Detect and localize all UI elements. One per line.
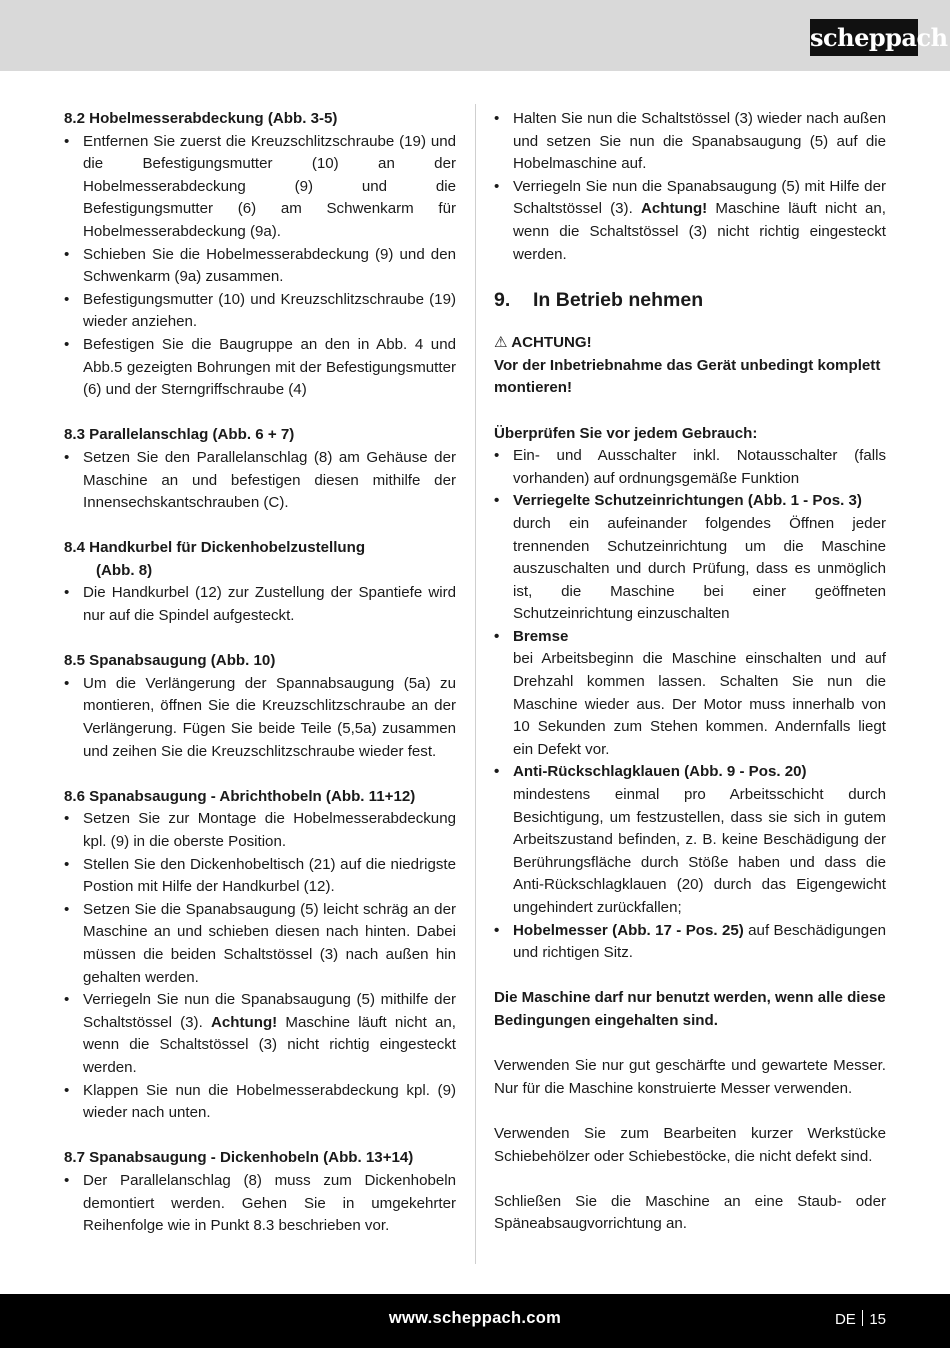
- list-item: [494, 490, 886, 626]
- list-item: • Der Parallelanschlag (8) muss zum Dickenhobeln demontiert werden. Gehen Sie in umgekehrter Reihenfolge wie in Punkt 8.3 beschrieben vor.: [64, 1170, 456, 1238]
- list-item: [494, 920, 886, 965]
- item-text: auf Beschädigungen und richtigen Sitz.: [513, 921, 886, 962]
- bold-note: Die Maschine darf nur benutzt werden, wenn alle diese Bedingungen eingehalten sind.: [494, 989, 886, 1029]
- language-code: DE: [834, 1311, 856, 1328]
- right-column: [494, 108, 886, 1236]
- check-heading: Überprüfen Sie vor jedem Gebrauch:: [494, 424, 758, 442]
- section-title-text: In Betrieb nehmen: [533, 289, 704, 312]
- list-item: • Ein- und Ausschalter inkl. Notausschalter (falls vorhanden) auf ordnungsgemäße Funktion: [494, 445, 886, 490]
- list-item: • Um die Verlängerung der Spannabsaugung (5a) zu montieren, öffnen Sie die Kreuzschlitzschraube an der Verlängerung. Fügen Sie beide Teile (5,5a) zusammen und zeihen Sie die Kreuzschlitzschraube wieder fest.: [64, 673, 456, 763]
- section-heading-8-7: 8.7 Spanabsaugung - Dickenhobeln (Abb. 13+14): [64, 1149, 414, 1167]
- list-8-7: [64, 1170, 456, 1238]
- warning-triangle-icon: ⚠: [494, 334, 508, 352]
- list-item: [64, 989, 456, 1079]
- list-8-4: [64, 582, 456, 627]
- section-heading-8-2: 8.2 Hobelmesserabdeckung (Abb. 3-5): [64, 110, 338, 127]
- achtung-label: Achtung!: [640, 200, 708, 218]
- list-item: • Setzen Sie die Spanabsaugung (5) leicht schräg an der Maschine an und schieben diesen nach hinten. Dabei müssen die beiden Schaltstössel (3) nach außen hin gehalten werden.: [64, 899, 456, 989]
- list-item: • Befestigungsmutter (10) und Kreuzschlitzschraube (19) wieder anziehen.: [64, 289, 456, 334]
- list-item: • Setzen Sie den Parallelanschlag (8) am Gehäuse der Maschine an und befestigen diesen mithilfe der Innensechskantschrauben (C).: [64, 447, 456, 515]
- list-8-3: [64, 447, 456, 515]
- page-number: 15: [869, 1311, 886, 1328]
- item-text: durch ein aufeinander folgendes Öffnen jeder trennenden Schutzeinrichtung um die Maschine auszuschalten und durch Prüfung, dass es unmöglich ist, die Maschine bei einer geöffneten Schutzeinrichtung einzuschalten: [513, 514, 886, 623]
- item-text: Maschine läuft nicht an, wenn die Schaltstössel (3) nicht richtig eingesteckt werden.: [513, 200, 886, 263]
- list-8-6: [64, 808, 456, 1124]
- check-list: [494, 445, 886, 965]
- column-divider: [475, 104, 476, 1264]
- list-8-5: [64, 673, 456, 763]
- left-column: [64, 108, 456, 1238]
- list-8-2: [64, 131, 456, 402]
- item-title: Anti-Rückschlagklauen (Abb. 9 - Pos. 20): [513, 763, 807, 781]
- list-item: • Schieben Sie die Hobelmesserabdeckung (9) und den Schwenkarm (9a) zusammen.: [64, 244, 456, 289]
- warning-text: Vor der Inbetriebnahme das Gerät unbedingt komplett montieren!: [494, 356, 881, 397]
- list-item: [494, 761, 886, 919]
- footer-band: [0, 1294, 950, 1348]
- list-item: • Entfernen Sie zuerst die Kreuzschlitzschraube (19) und die Befestigungsmutter (10) an der Hobelmesserabdeckung (9) und die Befestigungsmutter (6) am Schwenkarm für Hobelmesserabdeckung (9a).: [64, 131, 456, 244]
- list-item: [494, 176, 886, 266]
- page-reference: [835, 1310, 886, 1328]
- section-heading-8-6: 8.6 Spanabsaugung - Abrichthobeln (Abb. 11+12): [64, 787, 416, 805]
- achtung-label: Achtung!: [210, 1013, 278, 1031]
- website-url: www.scheppach.com: [388, 1309, 562, 1327]
- section-heading-8-4-cont: (Abb. 8): [96, 561, 153, 579]
- item-text: Verriegeln Sie nun die Spanabsaugung (5) mithilfe der Schaltstössel (3).: [83, 991, 456, 1031]
- item-text: Maschine läuft nicht an, wenn die Schaltstössel (3) nicht richtig eingesteckt werden.: [83, 1013, 456, 1076]
- list-continued: [494, 108, 886, 266]
- separator: [862, 1310, 864, 1326]
- item-text: mindestens einmal pro Arbeitsschicht durch Besichtigung, um festzustellen, dass sie sich in gutem Arbeitszustand befinden, z. B. keine Beschädigung der Berührungsfläche durch Stöße haben und dass die Anti-Rückschlagklauen (20) durch das Eigengewicht ungehindert zurückfallen;: [513, 786, 886, 916]
- list-item: • Setzen Sie zur Montage die Hobelmesserabdeckung kpl. (9) in die oberste Position.: [64, 808, 456, 853]
- item-text: bei Arbeitsbeginn die Maschine einschalten und auf Drehzahl kommen lassen. Schalten Sie nun die Maschine wieder aus. Der Motor muss innerhalb von 10 Sekunden zum Stehen kommen. Andernfalls liegt ein Defekt vor.: [513, 650, 886, 758]
- section-title-9: [494, 287, 886, 313]
- section-heading-8-3: 8.3 Parallelanschlag (Abb. 6 + 7): [64, 426, 295, 444]
- paragraph: Verwenden Sie nur gut geschärfte und gewartete Messer. Nur für die Maschine konstruierte Messer verwenden.: [494, 1057, 886, 1097]
- item-title: Hobelmesser (Abb. 17 - Pos. 25): [513, 921, 744, 939]
- scheppach-logo: scheppach: [810, 19, 918, 56]
- list-item: [494, 626, 886, 762]
- item-title: Verriegelte Schutzeinrichtungen (Abb. 1 - Pos. 3): [513, 492, 862, 510]
- header-band: [0, 0, 950, 71]
- paragraph: Schließen Sie die Maschine an eine Staub- oder Späneabsaugvorrichtung an.: [494, 1192, 886, 1233]
- item-title: Bremse: [513, 627, 569, 645]
- list-item: • Die Handkurbel (12) zur Zustellung der Spantiefe wird nur auf die Spindel aufgesteckt.: [64, 582, 456, 627]
- list-item: • Klappen Sie nun die Hobelmesserabdeckung kpl. (9) wieder nach unten.: [64, 1080, 456, 1125]
- warning-label: ACHTUNG!: [511, 334, 592, 352]
- list-item: • Stellen Sie den Dickenhobeltisch (21) auf die niedrigste Postion mit Hilfe der Handkurbel (12).: [64, 854, 456, 899]
- warning-heading: [494, 332, 886, 355]
- item-text: Verriegeln Sie nun die Spanabsaugung (5) mit Hilfe der Schaltstössel (3).: [513, 177, 886, 218]
- section-heading-8-5: 8.5 Spanabsaugung (Abb. 10): [64, 652, 276, 670]
- list-item: • Befestigen Sie die Baugruppe an den in Abb. 4 und Abb.5 gezeigten Bohrungen mit der Befestigungsmutter (6) und der Sterngriffschraube (4): [64, 334, 456, 402]
- paragraph: Verwenden Sie zum Bearbeiten kurzer Werkstücke Schiebehölzer oder Schiebestöcke, die nicht defekt sind.: [494, 1124, 886, 1165]
- section-heading-8-4: 8.4 Handkurbel für Dickenhobelzustellung: [64, 539, 366, 557]
- list-item: • Halten Sie nun die Schaltstössel (3) wieder nach außen und setzen Sie nun die Spanabsaugung (5) auf die Hobelmaschine auf.: [494, 108, 886, 176]
- section-number: 9.: [494, 289, 511, 312]
